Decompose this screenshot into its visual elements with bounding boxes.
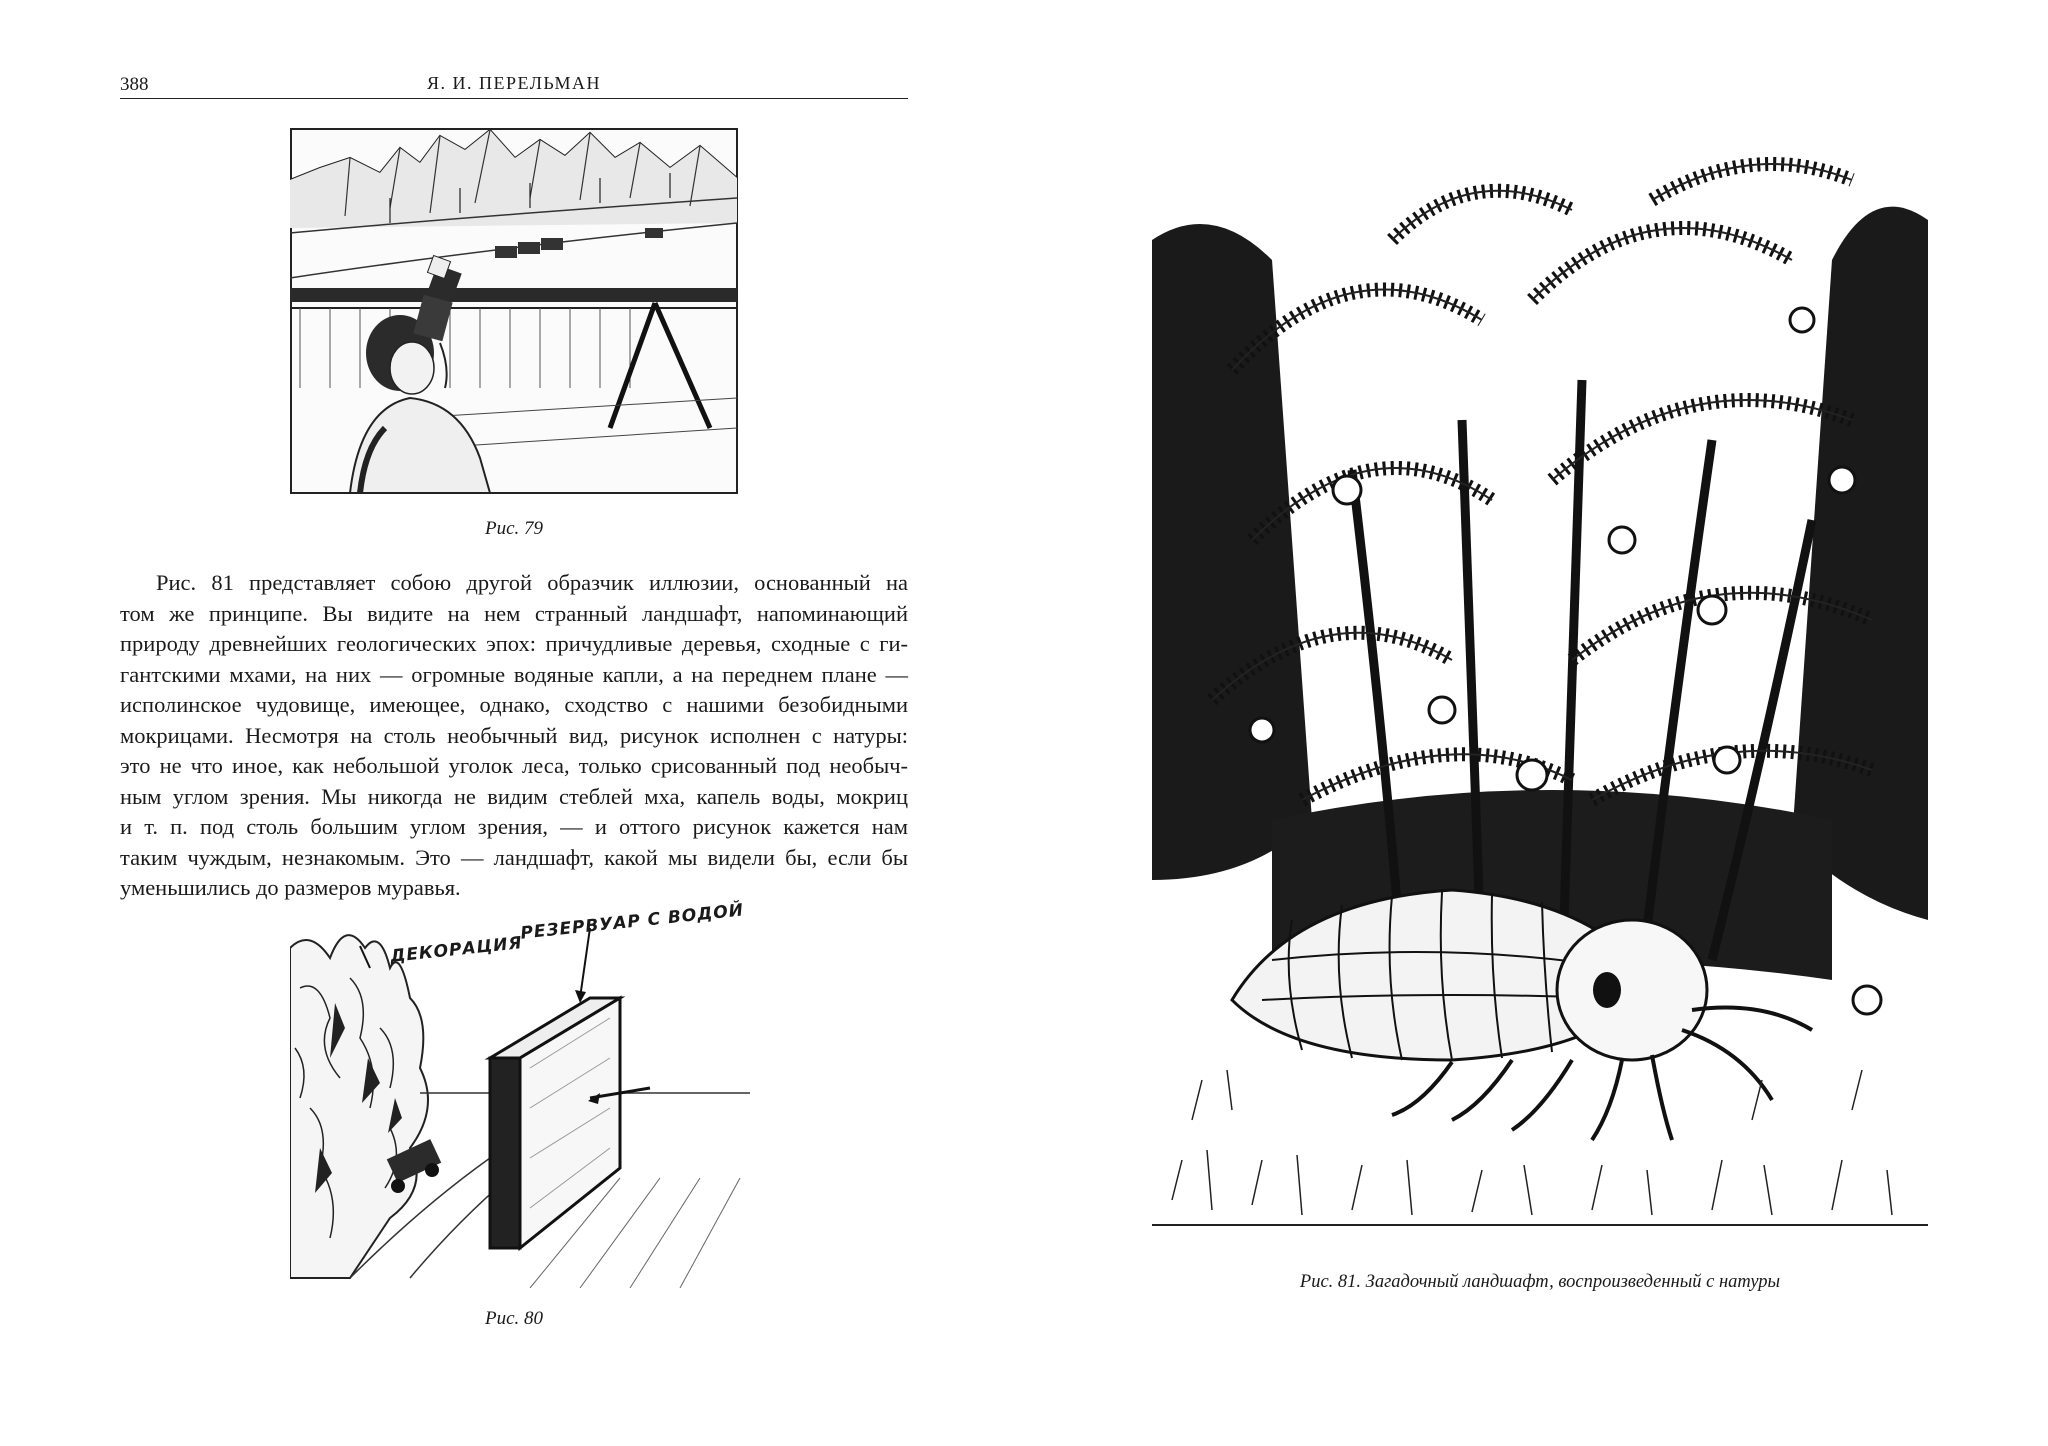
paragraph-line: мокрицами. Несмотря на столь необычный вид, рисунок исполнен с натуры: (120, 722, 908, 748)
body-paragraph (120, 568, 908, 904)
figure-79-illustration (290, 128, 738, 494)
figure-81-caption: Рис. 81. Загадочный ландшафт, воспроизведенный с натуры (1299, 1272, 1781, 1292)
page-number: 388 (120, 74, 149, 95)
paragraph-line: и т. п. под столь большим углом зрения, — и оттого рисунок кажется нам (120, 814, 908, 839)
paragraph-line: таким чуждым, незнакомым. Это — ландшафт, какой мы видели бы, если бы (120, 844, 908, 870)
right-page (1024, 0, 2048, 1446)
paragraph-line: это не что иное, как небольшой уголок леса, только срисованный под необыч- (120, 753, 908, 778)
running-head (120, 72, 908, 99)
paragraph-line: Рис. 81 представляет собою другой образчик иллюзии, основанный на (156, 570, 908, 595)
figure-80-label-decoration: ДЕКОРАЦИЯ (389, 933, 524, 967)
figure-80-illustration (290, 908, 750, 1288)
paragraph-line: уменьшились до размеров муравья. (120, 875, 461, 900)
paragraph-line: гантскими мхами, на них — огромные водяные капли, а на переднем плане — (120, 661, 908, 687)
running-head-author: Я. И. ПЕРЕЛЬМАН (426, 73, 602, 93)
paragraph-line: исполинское чудовище, имеющее, однако, сходство с нашими безобидными (120, 692, 908, 717)
figure-80-caption: Рис. 80 (484, 1308, 544, 1329)
figure-79-caption: Рис. 79 (484, 518, 544, 539)
figure-81-illustration (1152, 120, 1928, 1230)
paragraph-line: ным углом зрения. Мы никогда не видим стеблей мха, капель воды, мокриц (120, 783, 908, 809)
paragraph-line: природу древнейших геологических эпох: причудливые деревья, сходные с ги- (120, 631, 908, 656)
paragraph-line: том же принципе. Вы видите на нем странный ландшафт, напоминающий (120, 600, 908, 626)
figure-80-label-reservoir: РЕЗЕРВУАР С ВОДОЙ (519, 900, 745, 944)
